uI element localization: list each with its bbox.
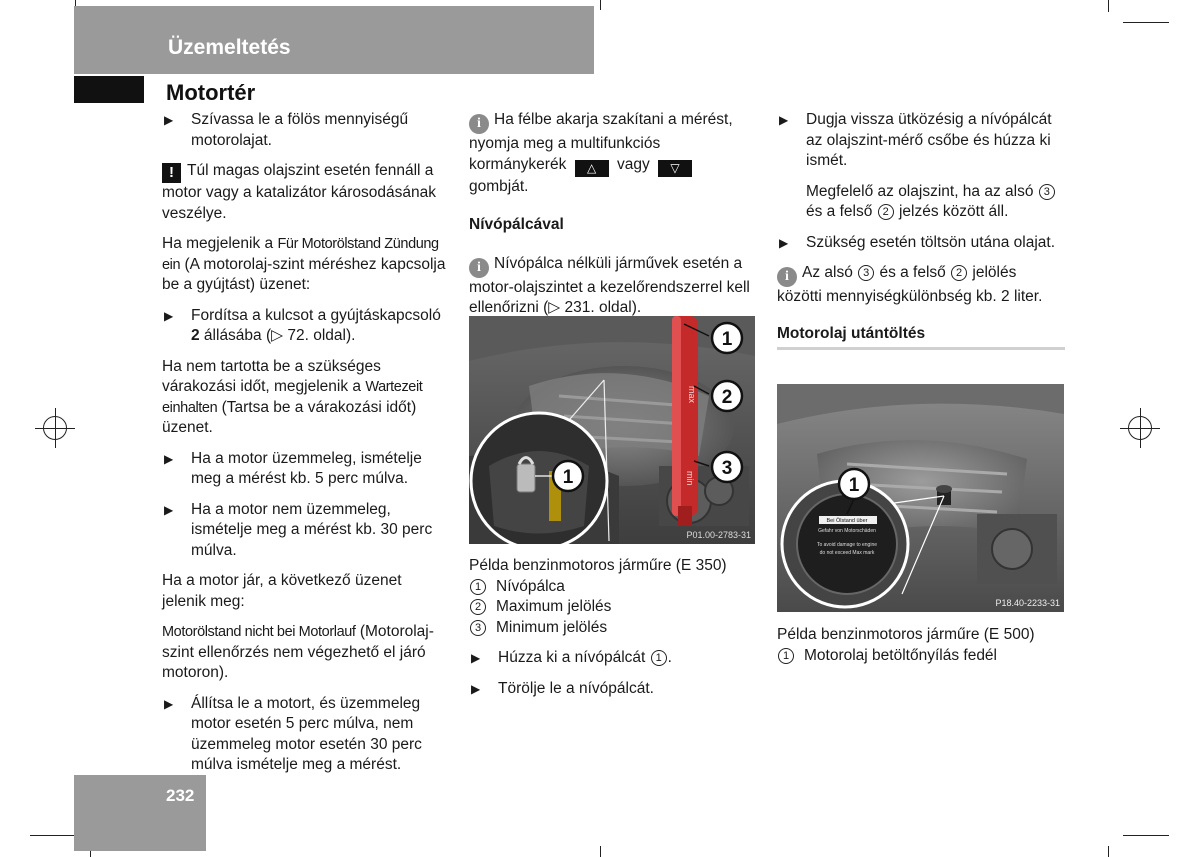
crop-mark [600, 0, 601, 10]
crop-mark [1108, 0, 1109, 12]
display-message: Für Motorölstand Zündung ein [162, 236, 439, 273]
info-icon: i [777, 267, 797, 287]
section-title: Motortér [166, 80, 256, 105]
bullet-icon: ▶ [779, 235, 789, 250]
cap-text: do not exceed Max mark [819, 550, 875, 556]
svg-text:max: max [687, 386, 697, 404]
crop-mark [1123, 835, 1169, 836]
info-paragraph: i Az alsó 3 és a felső 2 jelölés közötti mennyiségkülönbség kb. 2 liter. [777, 264, 1043, 305]
callout-1-label: 1 [848, 475, 860, 496]
engine-bay-illustration [469, 316, 755, 544]
column-2 [469, 110, 753, 329]
bullet-icon: ▶ [164, 451, 174, 466]
legend-item: 1 Nívópálca [469, 577, 753, 598]
display-message: Motorölstand nicht bei Motorlauf [162, 624, 356, 640]
registration-mark-left [35, 408, 75, 448]
paragraph: Ha nem tartotta be a szükséges várakozási időt, megjelenik a Wartezeit einhalten (Tartsa be a várakozási időt) üzenet. [162, 357, 423, 436]
dipstick-photo [469, 316, 755, 544]
bullet-icon: ▶ [164, 696, 174, 711]
bullet-icon: ▶ [471, 681, 481, 696]
bullet-item: ▶ Ha a motor üzemmeleg, ismételje meg a mérést kb. 5 perc múlva. [164, 449, 422, 487]
crop-mark [30, 835, 76, 836]
subheading-oil-refill: Motorolaj utántöltés [777, 324, 1065, 351]
info-icon: i [469, 114, 489, 134]
photo-caption: Példa benzinmotoros járműre (E 500) [777, 626, 1035, 643]
bullet-item: ▶ Ha a motor nem üzemmeleg, ismételje meg a mérést kb. 30 perc múlva. [164, 500, 433, 559]
page-number: 232 [166, 786, 195, 805]
photo-caption: Példa benzinmotoros járműre (E 350) [469, 557, 727, 574]
callout-3-label: 3 [721, 458, 733, 479]
chapter-header-bar [74, 6, 594, 74]
crop-mark [600, 846, 601, 857]
cap-text: Bei Ölstand über [826, 518, 868, 524]
crop-mark [1123, 22, 1169, 23]
warning-paragraph: ! Túl magas olajszint esetén fennáll a motor vagy a katalizátor károsodásának veszélye. [162, 162, 436, 222]
crop-mark [1108, 846, 1109, 857]
callout-2-label: 2 [721, 387, 733, 408]
svg-text:min: min [685, 471, 695, 486]
column-2-lower [469, 556, 753, 709]
warning-icon: ! [162, 163, 181, 183]
cap-text: To avoid damage to engine [816, 542, 878, 548]
bullet-icon: ▶ [779, 113, 789, 127]
cap-text: Gefahr von Motorschäden [818, 528, 876, 534]
paragraph: Ha megjelenik a Für Motorölstand Zündung ein (A motorolaj-szint méréshez kapcsolja be a gyújtást) üzenet: [162, 235, 446, 293]
photo-code: P01.00-2783-31 [686, 530, 751, 540]
bullet-item: ▶ Törölje le a nívópálcát. [469, 679, 753, 700]
bullet-item: ▶ Szükség esetén töltsön utána olajat. [777, 233, 1065, 254]
bullet-item: ▶ Állítsa le a motort, és üzemmeleg motor esetén 5 perc múlva, nem üzemmeleg motor esetén 30 perc múlva ismételje meg a mérést. [164, 694, 422, 773]
bullet-item: ▶ Dugja vissza ütközésig a nívópálcát az olajszint-mérő csőbe és húzza ki ismét. [779, 111, 1052, 169]
info-paragraph: i Nívópálca nélküli járművek esetén a motor-olajszintet a kezelőrendszerrel kell ellenőrizni (▷ 231. oldal). [469, 254, 750, 316]
subheading-dipstick: Nívópálcával [469, 216, 564, 233]
display-message: Wartezeit einhalten [162, 379, 423, 416]
legend-item: 3 Minimum jelölés [469, 618, 753, 639]
photo-code: P18.40-2233-31 [995, 598, 1060, 608]
column-1 [162, 110, 446, 786]
column-3-lower [777, 625, 1065, 666]
registration-mark-right [1120, 408, 1160, 448]
engine-bay-illustration-2 [777, 384, 1064, 612]
callout-1-label: 1 [721, 329, 733, 350]
paragraph: Motorölstand nicht bei Motorlauf (Motorolaj-szint ellenőrzés nem végezhető el járó motoron). [162, 623, 434, 681]
paragraph: Ha a motor jár, a következő üzenet jelenik meg: [162, 572, 402, 610]
bullet-icon: ▶ [164, 502, 174, 517]
legend-item: 2 Maximum jelölés [469, 597, 753, 618]
section-marker-tab [74, 76, 144, 103]
column-3 [777, 110, 1065, 362]
bullet-icon: ▶ [164, 308, 174, 323]
bullet-item: ▶ Fordítsa a kulcsot a gyújtáskapcsoló 2 állásába (▷ 72. oldal). [164, 306, 441, 344]
bullet-item: ▶ Szívassa le a fölös mennyiségű motorolajat. [164, 111, 409, 149]
info-paragraph: i Ha félbe akarja szakítani a mérést, nyomja meg a multifunkciós kormánykerék △ vagy ▽ gombját. [469, 111, 733, 195]
callout-inset-1-label: 1 [562, 467, 574, 488]
paragraph: Megfelelő az olajszint, ha az alsó 3 és a felső 2 jelzés között áll. [777, 182, 1065, 223]
bullet-icon: ▶ [164, 113, 174, 127]
legend-item: 1 Motorolaj betöltőnyílás fedél [777, 646, 1065, 667]
info-icon: i [469, 258, 489, 278]
bullet-item: ▶ Húzza ki a nívópálcát 1 . [469, 648, 753, 669]
bullet-icon: ▶ [471, 651, 481, 665]
steering-up-key-icon: △ [575, 160, 609, 177]
chapter-title: Üzemeltetés [168, 36, 291, 59]
steering-down-key-icon: ▽ [658, 160, 692, 177]
oil-filler-photo [777, 384, 1064, 612]
